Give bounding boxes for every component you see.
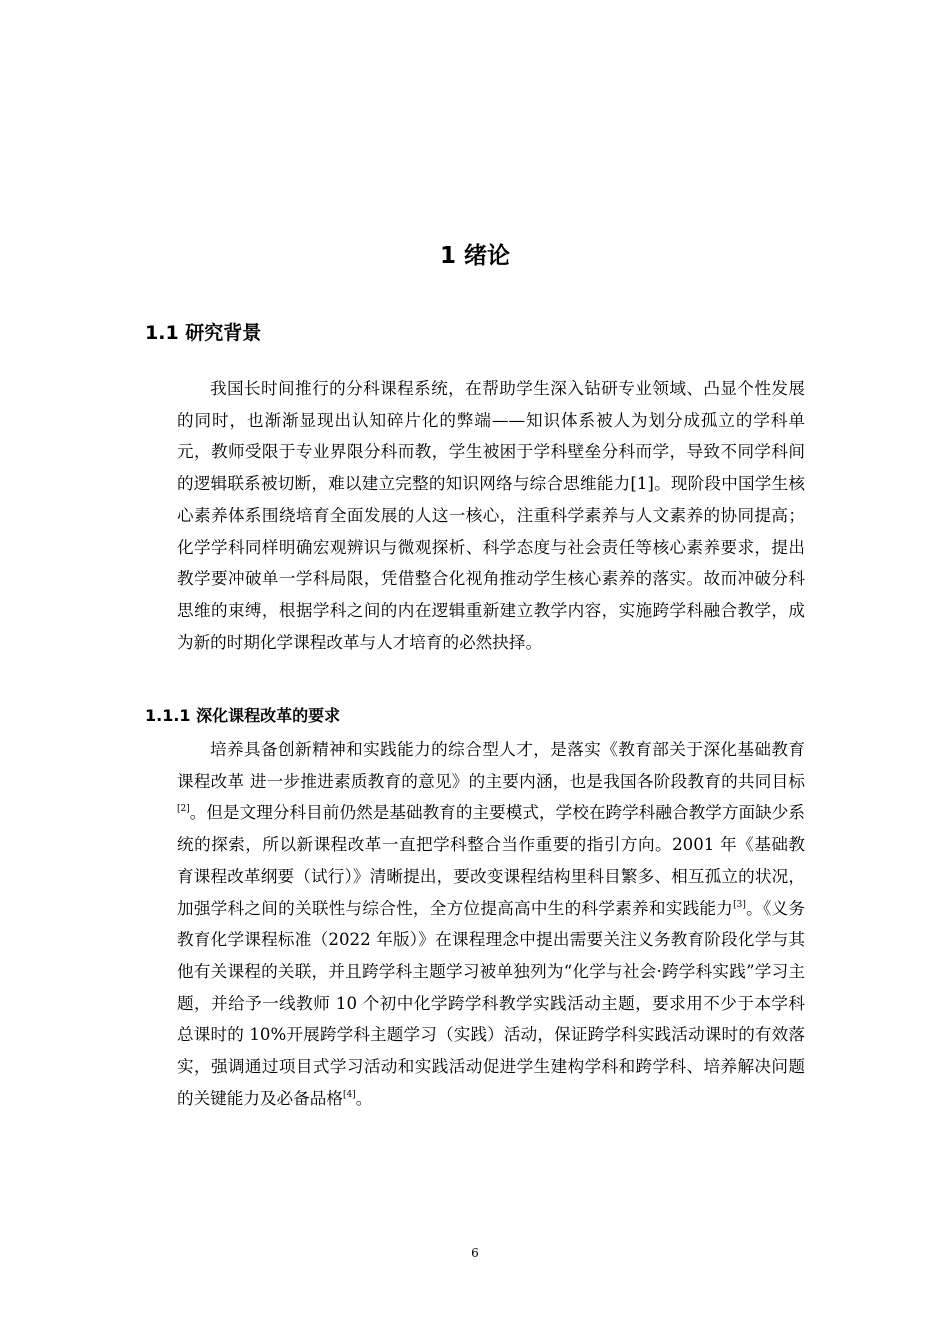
page-number: 6	[471, 1246, 479, 1260]
citation-ref: [3]	[733, 899, 746, 910]
paragraph-text: 。	[355, 1088, 373, 1108]
citation-ref: [2]	[177, 804, 190, 815]
body-paragraph: 我国长时间推行的分科课程系统，在帮助学生深入钻研专业领域、凸显个性发展的同时，也渐渐显现出认知碎片化的弊端——知识体系被人为划分成孤立的学科单元，教师受限于专业界限分科而教，学生被困于学科壁垒分科而学，导致不同学科间的逻辑联系被切断，难以建立完整的知识网络与综合思维能力[1]。现阶段中国学生核心素养体系围绕培育全面发展的人这一核心，注重科学素养与人文素养的协同提高；化学学科同样明确宏观辨识与微观探析、科学态度与社会责任等核心素养要求，提出教学要冲破单一学科局限，凭借整合化视角推动学生核心素养的落实。故而冲破分科思维的束缚，根据学科之间的内在逻辑重新建立教学内容，实施跨学科融合教学，成为新的时期化学课程改革与人才培育的必然抉择。	[177, 379, 805, 652]
body-paragraph	[177, 734, 805, 1114]
citation-ref: [4]	[342, 1089, 356, 1100]
subsection-title: 1.1.1 深化课程改革的要求	[145, 706, 341, 725]
paragraph-text: 培养具备创新精神和实践能力的综合型人才，是落实《教育部关于深化基础教育课程改革 进一步推进素质教育的意见》的主要内涵，也是我国各阶段教育的共同目标	[177, 740, 805, 791]
chapter-title: 1 绪论	[439, 243, 510, 269]
paragraph-text: 。《义务教育化学课程标准（2022 年版）》在课程理念中提出需要关注义务教育阶段化学与其他有关课程的关联，并且跨学科主题学习被单独列为“化学与社会·跨学科实践”学习主题，并给予一线教师 10 个初中化学跨学科教学实践活动主题，要求用不少于本学科总课时的 10%开展跨学科主题学习（实践）活动，保证跨学科实践活动课时的有效落实，强调通过项目式学习活动和实践活动促进学生建构学科和跨学科、培养解决问题的关键能力及必备品格	[177, 898, 806, 1108]
paragraph-text: 。但是文理分科目前仍然是基础教育的主要模式，学校在跨学科融合教学方面缺少系统的探索，所以新课程改革一直把学科整合当作重要的指引方向。2001 年《基础教育课程改革纲要（试行）》清晰提出，要改变课程结构里科目繁多、相互孤立的状况，加强学科之间的关联性与综合性，全方位提高高中生的科学素养和实践能力	[177, 803, 805, 918]
section-title: 1.1 研究背景	[145, 322, 262, 344]
